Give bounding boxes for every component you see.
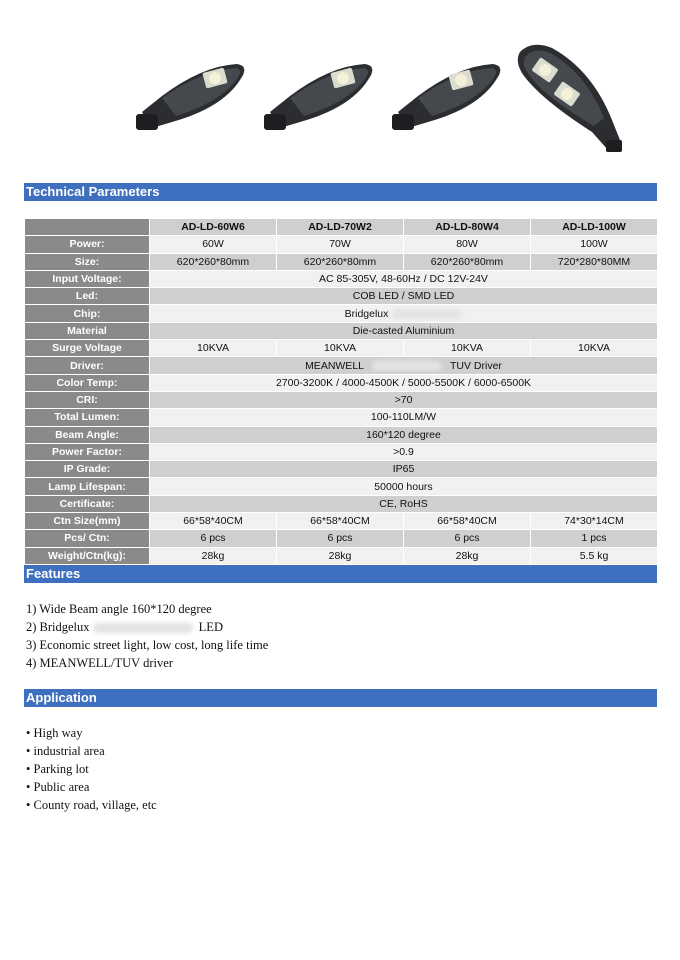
spec-value: 28kg bbox=[277, 547, 404, 564]
application-item: • County road, village, etc bbox=[26, 798, 157, 812]
spec-value: 10KVA bbox=[404, 340, 531, 357]
features-list bbox=[26, 600, 268, 672]
spec-value: 66*58*40CM bbox=[277, 513, 404, 530]
spec-value-text: 100-110LM/W bbox=[370, 411, 437, 424]
spec-row bbox=[25, 340, 658, 357]
technical-parameters-heading: Technical Parameters bbox=[24, 183, 657, 201]
spec-value-text: 50000 hours bbox=[374, 480, 433, 493]
application-item: • industrial area bbox=[26, 744, 105, 758]
spec-value bbox=[150, 495, 658, 512]
spec-value bbox=[150, 391, 658, 408]
technical-parameters-table bbox=[24, 218, 658, 565]
spec-row bbox=[25, 461, 658, 478]
spec-label: Material bbox=[25, 322, 150, 339]
spec-value bbox=[150, 426, 658, 443]
spec-label: Power: bbox=[25, 236, 150, 253]
spec-value-text: 2700-3200K / 4000-4500K / 5000-5500K / 6000-6500K bbox=[275, 376, 532, 389]
spec-value bbox=[150, 270, 658, 287]
feature-text-suffix: LED bbox=[198, 620, 223, 634]
model-header: AD-LD-60W6 bbox=[150, 219, 277, 236]
application-heading: Application bbox=[24, 689, 657, 707]
model-header: AD-LD-100W bbox=[531, 219, 658, 236]
spec-value-part: TUV Driver bbox=[450, 359, 502, 372]
street-light-100w-image bbox=[512, 40, 628, 160]
spec-value bbox=[150, 322, 658, 339]
spec-value-text: Bridgelux bbox=[344, 307, 389, 320]
feature-item bbox=[26, 600, 268, 618]
spec-value: 1 pcs bbox=[531, 530, 658, 547]
spec-label: Ctn Size(mm) bbox=[25, 513, 150, 530]
spec-value bbox=[150, 288, 658, 305]
feature-text: 2) Bridgelux bbox=[26, 620, 93, 634]
spec-value: 720*280*80MM bbox=[531, 253, 658, 270]
spec-label: Power Factor: bbox=[25, 443, 150, 460]
spec-value-text: AC 85-305V, 48-60Hz / DC 12V-24V bbox=[319, 273, 488, 286]
spec-value: 620*260*80mm bbox=[277, 253, 404, 270]
spec-label: Led: bbox=[25, 288, 150, 305]
spec-row bbox=[25, 322, 658, 339]
spec-label: Driver: bbox=[25, 357, 150, 374]
spec-label: Beam Angle: bbox=[25, 426, 150, 443]
application-item: • Public area bbox=[26, 780, 90, 794]
spec-value: 620*260*80mm bbox=[150, 253, 277, 270]
spec-row bbox=[25, 513, 658, 530]
feature-text: 4) MEANWELL/TUV driver bbox=[26, 656, 173, 670]
street-light-60w-image bbox=[132, 56, 250, 136]
spec-label: Chip: bbox=[25, 305, 150, 322]
redacted-text bbox=[93, 623, 193, 633]
spec-value: 74*30*14CM bbox=[531, 513, 658, 530]
spec-value: 10KVA bbox=[150, 340, 277, 357]
spec-value: 6 pcs bbox=[404, 530, 531, 547]
spec-row bbox=[25, 357, 658, 374]
spec-row bbox=[25, 409, 658, 426]
spec-row bbox=[25, 236, 658, 253]
feature-text: 3) Economic street light, low cost, long life time bbox=[26, 638, 269, 652]
spec-value: 60W bbox=[150, 236, 277, 253]
spec-value-text: IP65 bbox=[392, 463, 415, 476]
spec-row bbox=[25, 391, 658, 408]
feature-item bbox=[26, 636, 268, 654]
spec-value bbox=[150, 374, 658, 391]
spec-value-text: CE, RoHS bbox=[379, 497, 428, 510]
features-heading: Features bbox=[24, 565, 657, 583]
spec-value: 28kg bbox=[150, 547, 277, 564]
redacted-text bbox=[372, 361, 442, 371]
spec-value bbox=[150, 305, 658, 322]
feature-text: 1) Wide Beam angle 160*120 degree bbox=[26, 602, 212, 616]
spec-value bbox=[150, 443, 658, 460]
spec-value: 66*58*40CM bbox=[404, 513, 531, 530]
model-header: AD-LD-70W2 bbox=[277, 219, 404, 236]
spec-label: Pcs/ Ctn: bbox=[25, 530, 150, 547]
spec-value: 28kg bbox=[404, 547, 531, 564]
spec-value-text: >70 bbox=[394, 394, 413, 407]
spec-value-part: MEANWELL bbox=[305, 359, 364, 372]
spec-value: 66*58*40CM bbox=[150, 513, 277, 530]
spec-value: 5.5 kg bbox=[531, 547, 658, 564]
spec-row bbox=[25, 374, 658, 391]
application-item: • Parking lot bbox=[26, 762, 89, 776]
spec-row bbox=[25, 253, 658, 270]
spec-value: 6 pcs bbox=[150, 530, 277, 547]
model-header: AD-LD-80W4 bbox=[404, 219, 531, 236]
spec-value: 620*260*80mm bbox=[404, 253, 531, 270]
spec-row bbox=[25, 547, 658, 564]
spec-row bbox=[25, 426, 658, 443]
spec-value: 6 pcs bbox=[277, 530, 404, 547]
spec-row bbox=[25, 478, 658, 495]
spec-label: Total Lumen: bbox=[25, 409, 150, 426]
application-list bbox=[26, 724, 157, 814]
spec-row bbox=[25, 305, 658, 322]
spec-row bbox=[25, 270, 658, 287]
street-light-70w-image bbox=[260, 56, 378, 136]
redacted-text bbox=[392, 309, 462, 319]
spec-value: 10KVA bbox=[277, 340, 404, 357]
spec-label: Input Voltage: bbox=[25, 270, 150, 287]
spec-value: 10KVA bbox=[531, 340, 658, 357]
spec-label: Surge Voltage bbox=[25, 340, 150, 357]
spec-label: Lamp Lifespan: bbox=[25, 478, 150, 495]
spec-label: CRI: bbox=[25, 391, 150, 408]
spec-value: 100W bbox=[531, 236, 658, 253]
spec-label: Weight/Ctn(kg): bbox=[25, 547, 150, 564]
spec-value-text: 160*120 degree bbox=[366, 428, 441, 441]
spec-value: 80W bbox=[404, 236, 531, 253]
spec-value bbox=[150, 357, 658, 374]
application-item: • High way bbox=[26, 726, 83, 740]
model-header-row bbox=[25, 219, 658, 236]
feature-item bbox=[26, 654, 268, 672]
spec-label: Certificate: bbox=[25, 495, 150, 512]
street-light-80w-image bbox=[388, 56, 506, 136]
spec-label: IP Grade: bbox=[25, 461, 150, 478]
spec-label: Size: bbox=[25, 253, 150, 270]
spec-value: 70W bbox=[277, 236, 404, 253]
spec-row bbox=[25, 530, 658, 547]
spec-value bbox=[150, 409, 658, 426]
spec-value bbox=[150, 478, 658, 495]
spec-value-text: >0.9 bbox=[393, 446, 414, 458]
spec-label: Color Temp: bbox=[25, 374, 150, 391]
spec-value-text: COB LED / SMD LED bbox=[352, 290, 455, 303]
feature-item bbox=[26, 618, 268, 636]
header-corner-cell bbox=[25, 219, 150, 236]
product-images bbox=[0, 40, 680, 160]
spec-row bbox=[25, 443, 658, 460]
spec-value bbox=[150, 461, 658, 478]
spec-row bbox=[25, 495, 658, 512]
spec-row bbox=[25, 288, 658, 305]
spec-value-text: Die-casted Aluminium bbox=[352, 324, 455, 337]
